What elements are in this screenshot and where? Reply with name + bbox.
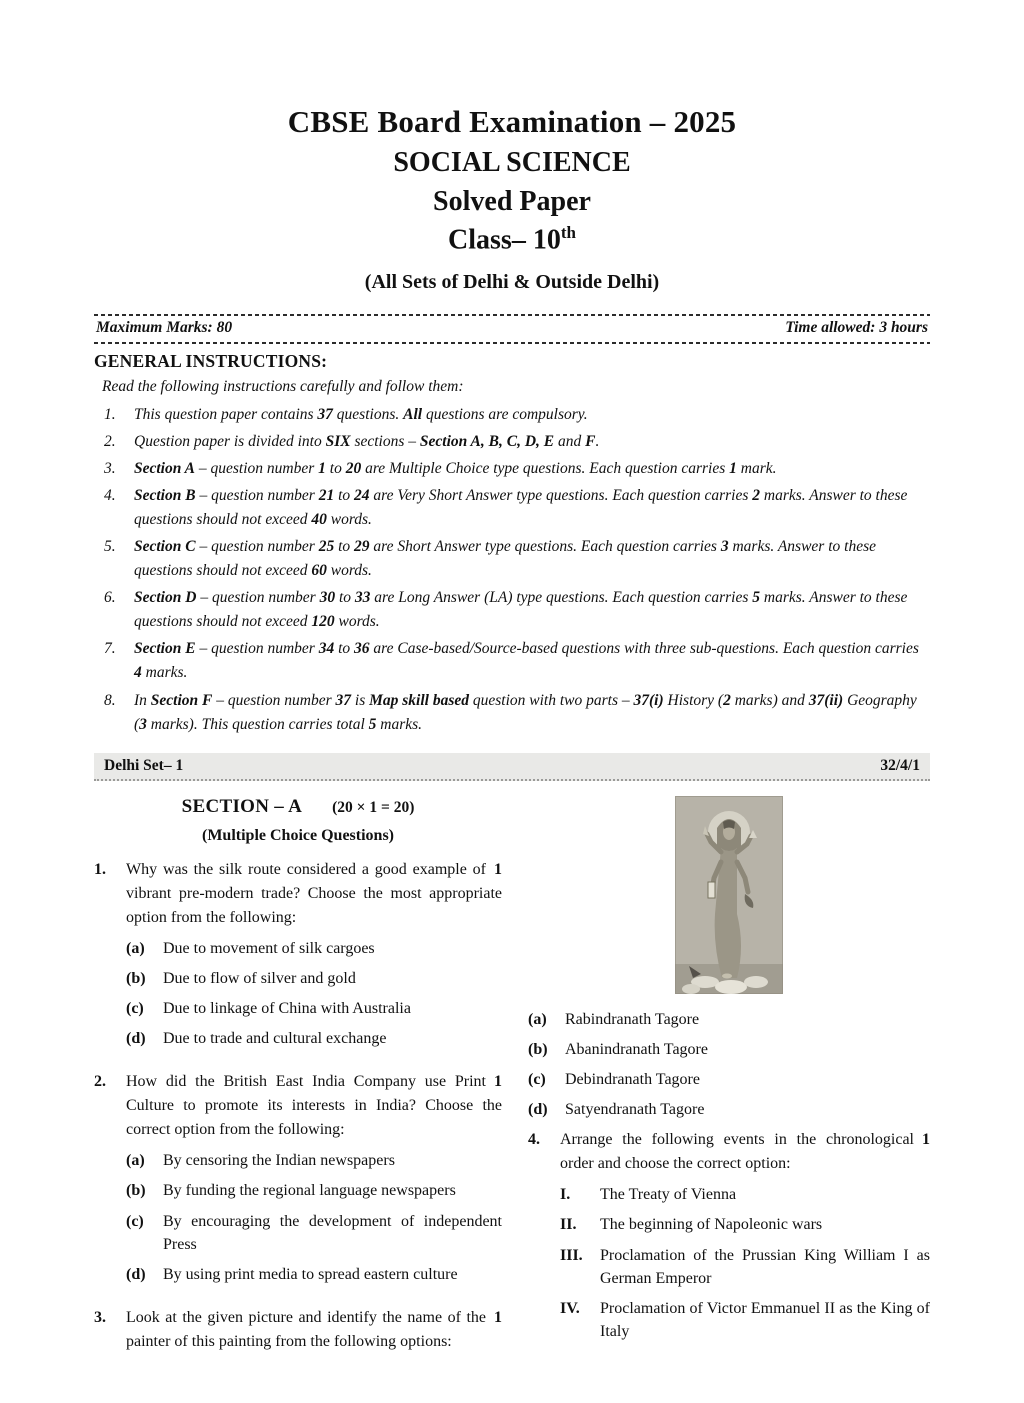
paper-code: 32/4/1	[880, 756, 920, 774]
instruction-text: Section E – question number 34 to 36 are Case-based/Source-based questions with three sub-questions. Each question carries 4 marks.	[134, 640, 919, 682]
instruction-item	[94, 535, 930, 583]
instruction-number: 4.	[104, 487, 116, 505]
option-row: (b) Due to flow of silver and gold	[126, 969, 356, 987]
question-4-marks: 1	[922, 1131, 930, 1149]
question-2-text: 1 How did the British East India Company use Print Culture to promote its interests in India? Choose the correct option from the following:	[126, 1070, 502, 1142]
instruction-number: 3.	[104, 460, 116, 478]
instruction-number: 6.	[104, 589, 116, 607]
option-row: (c) By encouraging the development of independent Press	[126, 1212, 502, 1253]
question-4-items	[560, 1183, 930, 1343]
instruction-text: Section A – question number 1 to 20 are Multiple Choice type questions. Each question carries 1 mark.	[134, 460, 777, 478]
sets-subtitle: (All Sets of Delhi & Outside Delhi)	[364, 271, 660, 294]
instruction-text: Question paper is divided into SIX sections – Section A, B, C, D, E and F.	[134, 433, 600, 451]
question-1	[94, 858, 502, 1058]
option-row: (c) Debindranath Tagore	[528, 1070, 700, 1088]
question-4-number: 4.	[528, 1131, 540, 1149]
maximum-marks-label: Maximum Marks: 80	[96, 319, 233, 337]
right-column	[528, 794, 930, 1355]
option-row: (d) By using print media to spread eastern culture	[126, 1266, 458, 1284]
paper-type-title: Solved Paper	[433, 186, 591, 217]
option-row: (d) Satyendranath Tagore	[528, 1101, 705, 1119]
question-3-marks: 1	[494, 1309, 502, 1327]
meta-row	[94, 316, 930, 340]
instruction-item	[94, 403, 930, 427]
event-item: III. Proclamation of the Prussian King William I as German Emperor	[560, 1246, 930, 1287]
instruction-item	[94, 586, 930, 634]
option-row: (a) By censoring the Indian newspapers	[126, 1152, 395, 1170]
question-2-options	[126, 1149, 502, 1286]
option-row: (b) By funding the regional language newspapers	[126, 1182, 456, 1200]
question-columns	[94, 794, 930, 1355]
question-1-options	[126, 937, 502, 1051]
question-3	[94, 1306, 502, 1354]
instruction-number: 5.	[104, 538, 116, 556]
general-instructions-section	[94, 351, 930, 736]
instruction-text: Section B – question number 21 to 24 are Very Short Answer type questions. Each question carries 2 marks. Answer to these questions should not exceed 40 words.	[134, 487, 908, 529]
event-item: IV. Proclamation of Victor Emmanuel II as the King of Italy	[560, 1300, 930, 1341]
instruction-number: 7.	[104, 640, 116, 658]
option-row: (a) Due to movement of silk cargoes	[126, 939, 375, 957]
class-title-base: Class– 10	[448, 224, 561, 256]
instruction-text: In Section F – question number 37 is Map skill based question with two parts – 37(i) History (2 marks) and 37(ii) Geography (3 marks). This question carries total 5 marks.	[134, 691, 917, 733]
question-2	[94, 1070, 502, 1293]
instruction-text: This question paper contains 37 questions. All questions are compulsory.	[134, 406, 588, 424]
instruction-number: 2.	[104, 433, 116, 451]
set-bar	[94, 753, 930, 781]
instructions-heading: GENERAL INSTRUCTIONS:	[94, 351, 328, 372]
question-1-number: 1.	[94, 860, 106, 878]
dashed-divider-bottom	[94, 342, 930, 344]
section-a-heading	[94, 796, 502, 818]
question-3-options	[528, 1008, 930, 1122]
instruction-text: Section C – question number 25 to 29 are Short Answer type questions. Each question carries 3 marks. Answer to these questions should not exceed 60 words.	[134, 538, 876, 580]
subject-title: SOCIAL SCIENCE	[393, 147, 631, 178]
instructions-lead: Read the following instructions carefully and follow them:	[102, 378, 464, 396]
event-item: II. The beginning of Napoleonic wars	[560, 1216, 823, 1234]
instruction-item	[94, 430, 930, 454]
question-4-text: 1 Arrange the following events in the chronological order and choose the correct option:	[560, 1128, 930, 1176]
instruction-item	[94, 637, 930, 685]
class-title	[94, 223, 930, 256]
section-a-subtitle: (Multiple Choice Questions)	[202, 826, 394, 844]
instruction-item	[94, 484, 930, 532]
question-2-marks: 1	[494, 1073, 502, 1091]
left-column	[94, 794, 502, 1355]
bharat-mata-painting	[675, 796, 783, 994]
question-2-number: 2.	[94, 1073, 106, 1091]
class-title-superscript: th	[560, 223, 576, 242]
instructions-list	[94, 403, 930, 736]
exam-title: CBSE Board Examination – 2025	[287, 104, 737, 139]
instruction-item	[94, 689, 930, 737]
option-row: (a) Rabindranath Tagore	[528, 1010, 700, 1028]
event-item: I. The Treaty of Vienna	[560, 1186, 737, 1204]
section-a-title: SECTION – A	[181, 795, 303, 817]
exam-paper-page	[94, 0, 930, 1354]
question-3-number: 3.	[94, 1309, 106, 1327]
question-3-text: 1 Look at the given picture and identify the name of the painter of this painting from the following options:	[126, 1306, 502, 1354]
instruction-item	[94, 457, 930, 481]
instruction-text: Section D – question number 30 to 33 are Long Answer (LA) type questions. Each question carries 5 marks. Answer to these questions should not exceed 120 words.	[134, 589, 908, 631]
question-1-marks: 1	[494, 860, 502, 878]
question-1-text: 1 Why was the silk route considered a good example of vibrant pre-modern trade? Choose the most appropriate option from the following:	[126, 858, 502, 930]
instruction-number: 8.	[104, 691, 116, 709]
option-row: (b) Abanindranath Tagore	[528, 1040, 708, 1058]
option-row: (c) Due to linkage of China with Australia	[126, 999, 411, 1017]
option-row: (d) Due to trade and cultural exchange	[126, 1030, 387, 1048]
question-3-figure	[528, 796, 930, 994]
question-4	[528, 1128, 930, 1350]
instruction-number: 1.	[104, 406, 116, 424]
section-a-marks: (20 × 1 = 20)	[332, 798, 415, 816]
set-label: Delhi Set– 1	[104, 756, 184, 774]
title-block	[94, 0, 930, 294]
time-allowed-label: Time allowed: 3 hours	[785, 319, 928, 337]
